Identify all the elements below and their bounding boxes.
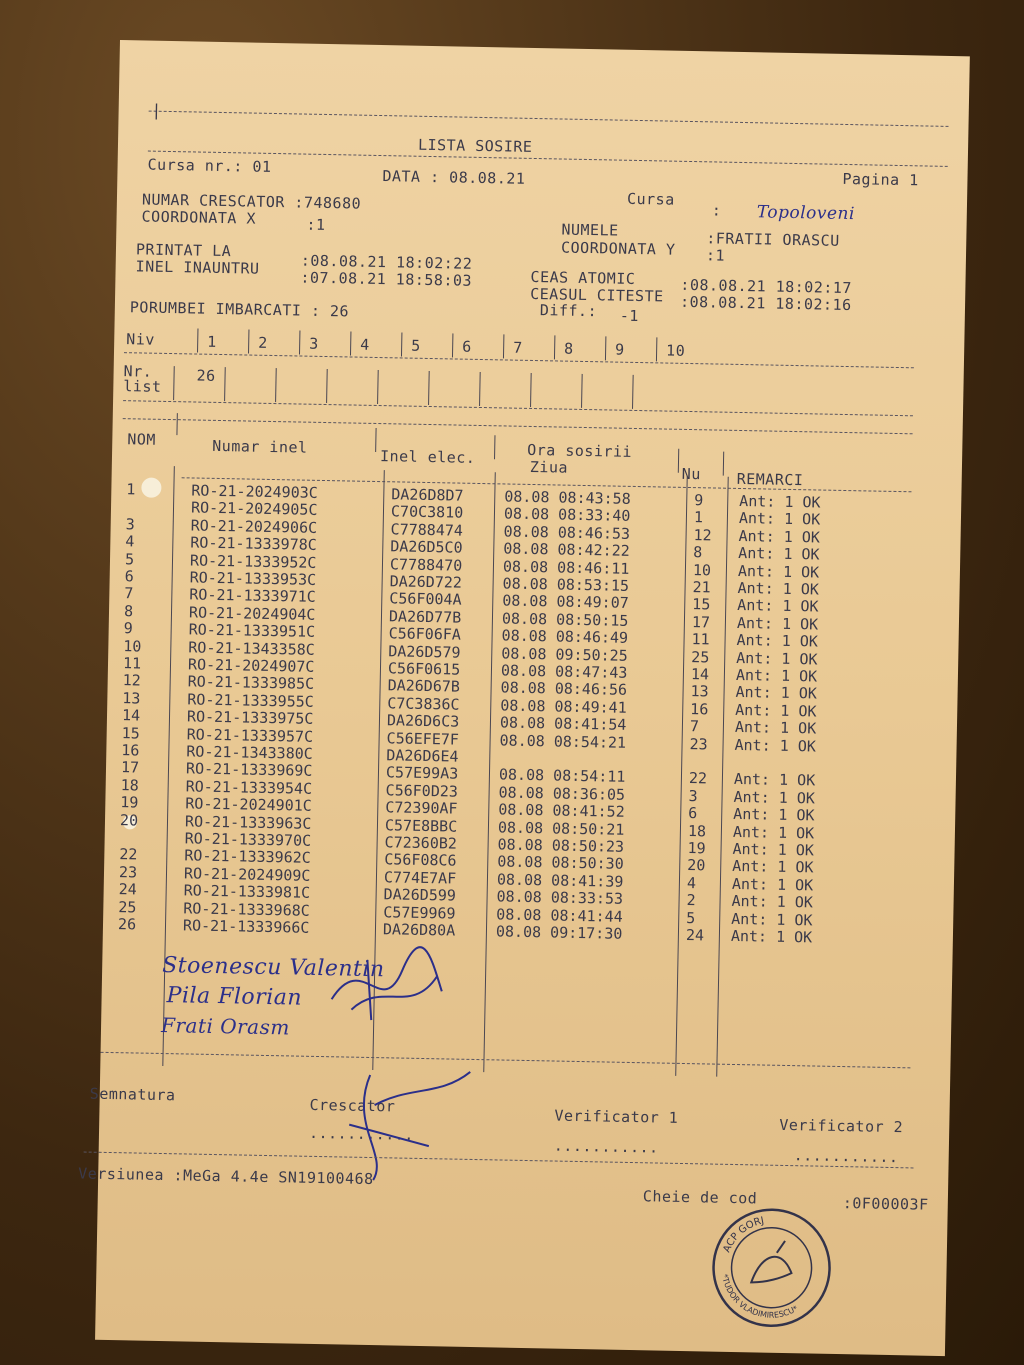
row-ring-number: RO-21-2024906C xyxy=(190,516,318,537)
row-arrival-time: 08.08 08:54:21 xyxy=(499,731,627,752)
club-stamp xyxy=(705,1201,837,1333)
row-remarks: Ant: 1 OK xyxy=(738,526,821,547)
row-remarks: Ant: 1 OK xyxy=(732,839,815,860)
nr-list-divider xyxy=(479,372,481,406)
nr-list-divider xyxy=(632,375,634,409)
divider xyxy=(123,400,913,416)
row-ring-number: RO-21-2024904C xyxy=(188,603,316,624)
row-electronic-ring: C72360B2 xyxy=(384,833,458,853)
row-nom: 1 xyxy=(126,480,136,499)
row-nom: 23 xyxy=(118,862,138,882)
row-position: 2 xyxy=(686,891,696,910)
niv-divider xyxy=(197,329,198,353)
row-arrival-time: 08.08 09:17:30 xyxy=(495,922,623,943)
row-arrival-time: 08.08 08:46:53 xyxy=(503,522,631,543)
niv-divider xyxy=(401,332,402,356)
col-divider xyxy=(494,435,495,459)
row-position: 23 xyxy=(689,734,708,754)
numele-label: NUMELE xyxy=(561,220,619,240)
row-nom: 6 xyxy=(124,567,134,586)
row-remarks: Ant: 1 OK xyxy=(737,561,820,582)
verificator2-label: Verificator 2 xyxy=(779,1115,904,1137)
inel-inauntru-label: INEL INAUNTRU xyxy=(135,257,260,278)
coord-y-label: COORDONATA Y xyxy=(560,238,676,259)
row-electronic-ring: C56F06FA xyxy=(388,624,462,644)
cursa-nr: Cursa nr.: 01 xyxy=(147,155,272,176)
row-arrival-time: 08.08 08:41:39 xyxy=(496,870,624,891)
row-nom: 19 xyxy=(120,793,139,812)
data-field: DATA : 08.08.21 xyxy=(382,167,526,188)
stamp-bottom-text: *TUDOR VLADIMIRESCU* xyxy=(720,1273,800,1320)
printat-label: PRINTAT LA xyxy=(135,240,232,261)
coord-x-value: :1 xyxy=(306,215,326,234)
row-arrival-time: 08.08 08:46:49 xyxy=(501,626,629,648)
nr-label: Nr. xyxy=(123,362,153,381)
row-electronic-ring: C774E7AF xyxy=(383,868,457,888)
row-arrival-time: 08.08 08:47:43 xyxy=(500,661,628,682)
col-ora: Ora sosirii xyxy=(527,440,633,461)
row-position: 25 xyxy=(691,647,710,667)
signature-line: Pila Florian xyxy=(166,983,303,1011)
col-divider xyxy=(176,413,177,435)
row-electronic-ring: C7C3836C xyxy=(387,694,460,714)
row-position: 17 xyxy=(691,612,711,632)
row-nom: 5 xyxy=(124,549,135,568)
row-ring-number: RO-21-1343358C xyxy=(188,638,315,659)
row-position: 21 xyxy=(692,578,711,597)
niv-value: 5 xyxy=(411,336,421,355)
row-arrival-time: 08.08 08:43:58 xyxy=(504,487,631,508)
cursa-colon: : xyxy=(711,201,722,220)
signature-scribble xyxy=(321,939,453,1031)
row-arrival-time: 08.08 08:46:11 xyxy=(502,557,630,578)
row-position: 13 xyxy=(690,682,709,701)
corner-mark: | xyxy=(151,100,162,120)
row-position: 8 xyxy=(693,543,703,562)
verificator1-dots: ........... xyxy=(553,1136,659,1157)
niv-divider xyxy=(248,330,249,354)
row-arrival-time: 08.08 08:50:30 xyxy=(497,852,624,874)
niv-value: 6 xyxy=(462,337,472,356)
row-nom: 8 xyxy=(123,601,134,621)
row-nom: 4 xyxy=(125,532,135,551)
nr-list-divider xyxy=(224,367,226,401)
row-nom: 26 xyxy=(117,915,137,934)
nr-list-value: 26 xyxy=(196,366,216,385)
row-remarks: Ant: 1 OK xyxy=(732,857,814,877)
nr-list-divider xyxy=(530,373,532,407)
row-electronic-ring: C70C3810 xyxy=(390,502,464,523)
row-arrival-time: 08.08 08:49:41 xyxy=(500,696,627,717)
col-numar-inel: Numar inel xyxy=(212,436,308,457)
row-remarks: Ant: 1 OK xyxy=(737,596,819,616)
row-arrival-time: 08.08 08:41:54 xyxy=(499,713,627,735)
row-ring-number: RO-21-2024907C xyxy=(187,655,315,676)
row-electronic-ring: C56F0D23 xyxy=(385,781,459,801)
row-position: 12 xyxy=(693,525,712,545)
row-position: 10 xyxy=(692,560,712,580)
niv-value: 8 xyxy=(563,339,574,358)
row-position: 19 xyxy=(687,839,706,858)
bird-icon xyxy=(751,1240,792,1283)
row-ring-number: RO-21-2024905C xyxy=(190,498,318,520)
nr-list-divider xyxy=(428,371,430,405)
divider xyxy=(101,1052,911,1069)
row-nom: 20 xyxy=(119,810,139,830)
row-position: 4 xyxy=(686,873,697,893)
row-electronic-ring: C56F004A xyxy=(389,589,462,610)
list-label: list xyxy=(123,377,162,396)
row-position: 16 xyxy=(690,699,709,719)
row-position: 15 xyxy=(692,595,711,614)
niv-value: 10 xyxy=(665,341,686,360)
coord-y-value: :1 xyxy=(705,246,726,265)
row-electronic-ring: DA26D6E4 xyxy=(386,746,459,766)
row-remarks: Ant: 1 OK xyxy=(735,700,817,721)
col-nom: NOM xyxy=(127,430,157,449)
niv-value: 4 xyxy=(360,335,370,354)
row-arrival-time: 08.08 08:54:11 xyxy=(498,765,626,787)
row-remarks: Ant: 1 OK xyxy=(731,892,814,912)
row-nom: 25 xyxy=(118,897,137,917)
row-ring-number: RO-21-1333962C xyxy=(184,846,311,868)
porumbei-imbarcati: PORUMBEI IMBARCATI : 26 xyxy=(129,298,350,321)
row-position: 7 xyxy=(689,717,700,736)
niv-divider xyxy=(656,337,657,361)
row-electronic-ring: DA26D5C0 xyxy=(390,537,463,557)
cheie-label: Cheie de cod xyxy=(642,1187,758,1208)
row-ring-number: RO-21-1333952C xyxy=(189,551,317,572)
ceas-atomic-label: CEAS ATOMIC xyxy=(530,267,636,288)
row-arrival-time: 08.08 08:50:21 xyxy=(497,817,625,839)
row-ring-number: RO-21-1333981C xyxy=(183,881,311,902)
row-remarks: Ant: 1 OK xyxy=(735,665,818,686)
niv-divider xyxy=(605,336,606,360)
row-nom: 18 xyxy=(120,775,139,795)
cursa-label: Cursa xyxy=(626,189,675,209)
row-ring-number: RO-21-1333971C xyxy=(189,585,316,607)
row-electronic-ring: DA26D77B xyxy=(388,607,462,627)
col-nu: Nu xyxy=(681,464,702,484)
row-position: 24 xyxy=(685,926,705,945)
row-electronic-ring: DA26D67B xyxy=(387,676,461,697)
row-remarks: Ant: 1 OK xyxy=(738,509,821,529)
row-ring-number: RO-21-1343380C xyxy=(186,742,313,763)
row-nom: 7 xyxy=(124,584,134,603)
row-electronic-ring: DA26D579 xyxy=(388,641,461,662)
row-arrival-time: 08.08 08:53:15 xyxy=(502,574,630,595)
row-arrival-time: 08.08 08:42:22 xyxy=(503,539,630,561)
row-remarks: Ant: 1 OK xyxy=(736,613,819,634)
row-remarks: Ant: 1 OK xyxy=(737,578,820,599)
row-arrival-time: 08.08 08:41:44 xyxy=(496,904,623,926)
row-arrival-time: 08.08 09:50:25 xyxy=(501,644,628,665)
ceasul-citeste-label: CEASUL CITESTE xyxy=(530,284,664,306)
niv-divider xyxy=(503,334,504,358)
row-remarks: Ant: 1 OK xyxy=(731,909,813,930)
row-electronic-ring: C57E99A3 xyxy=(385,763,459,784)
signature-line: Stoenescu Valentin xyxy=(162,952,385,983)
row-remarks: Ant: 1 OK xyxy=(733,805,815,825)
row-nom: 16 xyxy=(121,741,140,760)
row-remarks: Ant: 1 OK xyxy=(734,735,817,756)
row-ring-number: RO-21-1333951C xyxy=(188,620,316,642)
nr-list-divider xyxy=(581,374,583,408)
row-arrival-time: 08.08 08:33:40 xyxy=(503,504,631,526)
row-ring-number: RO-21-1333954C xyxy=(185,777,313,798)
row-electronic-ring: DA26D722 xyxy=(389,572,463,592)
row-ring-number: RO-21-1333968C xyxy=(183,898,310,920)
row-remarks: Ant: 1 OK xyxy=(730,926,813,947)
diff-value: -1 xyxy=(619,306,640,326)
verificator2-dots: ........... xyxy=(793,1146,899,1167)
row-position: 3 xyxy=(688,786,698,806)
row-electronic-ring: DA26D6C3 xyxy=(386,711,460,731)
row-position: 5 xyxy=(686,908,696,927)
row-electronic-ring: DA26D599 xyxy=(383,885,457,905)
nr-list-divider xyxy=(326,369,328,403)
niv-label: Niv xyxy=(126,330,156,349)
arrival-list-sheet xyxy=(78,40,970,1356)
row-position: 20 xyxy=(687,856,706,875)
numar-crescator: NUMAR CRESCATOR :748680 xyxy=(141,190,362,213)
row-remarks: Ant: 1 OK xyxy=(736,631,819,651)
nr-list-divider xyxy=(377,370,379,404)
numele-value: :FRATII ORASCU xyxy=(706,229,840,250)
verificator1-label: Verificator 1 xyxy=(554,1106,679,1127)
cheie-value: :0F00003F xyxy=(842,1194,929,1214)
diff-label: Diff.: xyxy=(539,301,598,321)
row-ring-number: RO-21-2024901C xyxy=(185,794,312,816)
row-electronic-ring: C57E8BBC xyxy=(384,815,458,836)
crescator-dots: ........... xyxy=(308,1123,415,1144)
coord-x-label: COORDONATA X xyxy=(141,207,257,228)
row-remarks: Ant: 1 OK xyxy=(731,874,814,895)
row-electronic-ring: C7788474 xyxy=(390,520,464,540)
crescator-label: Crescator xyxy=(309,1095,396,1116)
row-position: 1 xyxy=(693,508,704,527)
inel-inauntru-value: :07.08.21 18:58:03 xyxy=(300,268,473,290)
row-nom: 3 xyxy=(125,514,135,534)
row-remarks: Ant: 1 OK xyxy=(738,544,820,564)
row-position: 14 xyxy=(690,665,710,684)
niv-divider xyxy=(350,331,351,355)
row-nom: 12 xyxy=(122,671,141,690)
row-remarks: Ant: 1 OK xyxy=(735,683,818,703)
row-ring-number: RO-21-1333953C xyxy=(189,568,317,589)
col-divider xyxy=(678,449,679,473)
row-position: 11 xyxy=(691,630,710,649)
niv-value: 9 xyxy=(614,340,625,359)
row-ring-number: RO-21-2024903C xyxy=(191,481,318,502)
signature-line: Frati Orasm xyxy=(160,1012,291,1040)
divider xyxy=(149,111,949,127)
row-arrival-time: 08.08 08:41:52 xyxy=(498,800,625,822)
row-nom: 10 xyxy=(123,636,142,656)
row-nom: 15 xyxy=(121,723,140,743)
row-nom: 17 xyxy=(120,758,140,777)
row-nom: 24 xyxy=(118,880,137,899)
nr-list-divider xyxy=(173,366,175,400)
col-remarci: REMARCI xyxy=(736,469,804,490)
row-position: 6 xyxy=(688,804,698,823)
row-ring-number: RO-21-1333985C xyxy=(187,672,315,694)
row-electronic-ring: C7788470 xyxy=(389,554,463,575)
row-nom: 11 xyxy=(122,654,142,673)
row-ring-number: RO-21-2024909C xyxy=(183,864,311,885)
row-ring-number: RO-21-1333957C xyxy=(186,725,314,746)
svg-text:ACP GORJ xyxy=(721,1215,765,1255)
row-position: 9 xyxy=(694,491,704,510)
niv-divider xyxy=(554,335,555,359)
row-position: 22 xyxy=(688,769,708,788)
row-arrival-time: 08.08 08:36:05 xyxy=(498,783,626,804)
row-ring-number: RO-21-1333966C xyxy=(182,916,310,937)
stamp-top-text: ACP GORJ xyxy=(721,1215,765,1255)
row-remarks: Ant: 1 OK xyxy=(736,648,818,669)
row-arrival-time: 08.08 08:50:15 xyxy=(501,609,629,630)
ceas-atomic-value: :08.08.21 18:02:17 xyxy=(680,275,853,298)
row-ring-number: RO-21-1333969C xyxy=(185,759,313,781)
cursa-value: Topoloveni xyxy=(756,202,856,225)
niv-value: 1 xyxy=(207,332,217,351)
ceasul-citeste-value: :08.08.21 18:02:16 xyxy=(679,292,852,315)
row-arrival-time: 08.08 08:50:23 xyxy=(497,835,625,856)
row-arrival-time: 08.08 08:46:56 xyxy=(500,678,628,700)
divider xyxy=(123,418,913,434)
row-nom: 22 xyxy=(119,845,138,864)
row-electronic-ring: C72390AF xyxy=(385,798,458,818)
row-nom: 9 xyxy=(123,619,133,638)
divider xyxy=(84,1152,914,1169)
row-ring-number: RO-21-1333963C xyxy=(184,811,312,833)
niv-value: 3 xyxy=(309,334,319,353)
page-number: Pagina 1 xyxy=(842,169,919,190)
row-ring-number: RO-21-1333978C xyxy=(190,533,317,555)
row-remarks: Ant: 1 OK xyxy=(732,822,815,843)
row-ring-number: RO-21-1333955C xyxy=(187,690,314,711)
row-nom: 13 xyxy=(122,688,141,708)
printat-value: :08.08.21 18:02:22 xyxy=(300,251,473,273)
row-remarks: Ant: 1 OK xyxy=(733,787,816,808)
row-ring-number: RO-21-1333970C xyxy=(184,829,312,850)
row-electronic-ring: C57E9969 xyxy=(383,902,456,923)
niv-divider xyxy=(452,333,453,357)
page-title: LISTA SOSIRE xyxy=(417,135,533,156)
row-remarks: Ant: 1 OK xyxy=(733,770,816,790)
svg-text:*TUDOR VLADIMIRESCU* xyxy=(719,1273,800,1320)
row-electronic-ring: C56F0615 xyxy=(387,659,461,679)
col-ziua: Ziua xyxy=(529,457,569,477)
niv-divider xyxy=(299,330,300,354)
row-ring-number: RO-21-1333975C xyxy=(186,707,314,729)
row-electronic-ring: C56F08C6 xyxy=(384,850,457,871)
niv-value: 2 xyxy=(258,333,268,352)
nr-list-row xyxy=(120,40,970,56)
row-position: 18 xyxy=(687,821,707,840)
row-nom: 14 xyxy=(121,706,141,725)
col-divider xyxy=(375,428,376,452)
row-electronic-ring: DA26D80A xyxy=(382,920,456,940)
row-remarks: Ant: 1 OK xyxy=(739,491,821,512)
row-arrival-time: 08.08 08:49:07 xyxy=(502,591,629,613)
semnatura-label: Semnatura xyxy=(89,1084,176,1105)
row-remarks: Ant: 1 OK xyxy=(734,718,817,738)
nr-list-divider xyxy=(275,368,277,402)
col-inel-elec: Inel elec. xyxy=(379,447,476,467)
row-arrival-time: 08.08 08:33:53 xyxy=(496,887,624,909)
versiunea: Versiunea :MeGa 4.4e SN19100468 xyxy=(78,1164,374,1189)
niv-value: 7 xyxy=(512,338,523,357)
col-divider xyxy=(723,452,724,476)
row-electronic-ring: C56EFE7F xyxy=(386,728,460,749)
row-electronic-ring: DA26D8D7 xyxy=(391,485,464,505)
